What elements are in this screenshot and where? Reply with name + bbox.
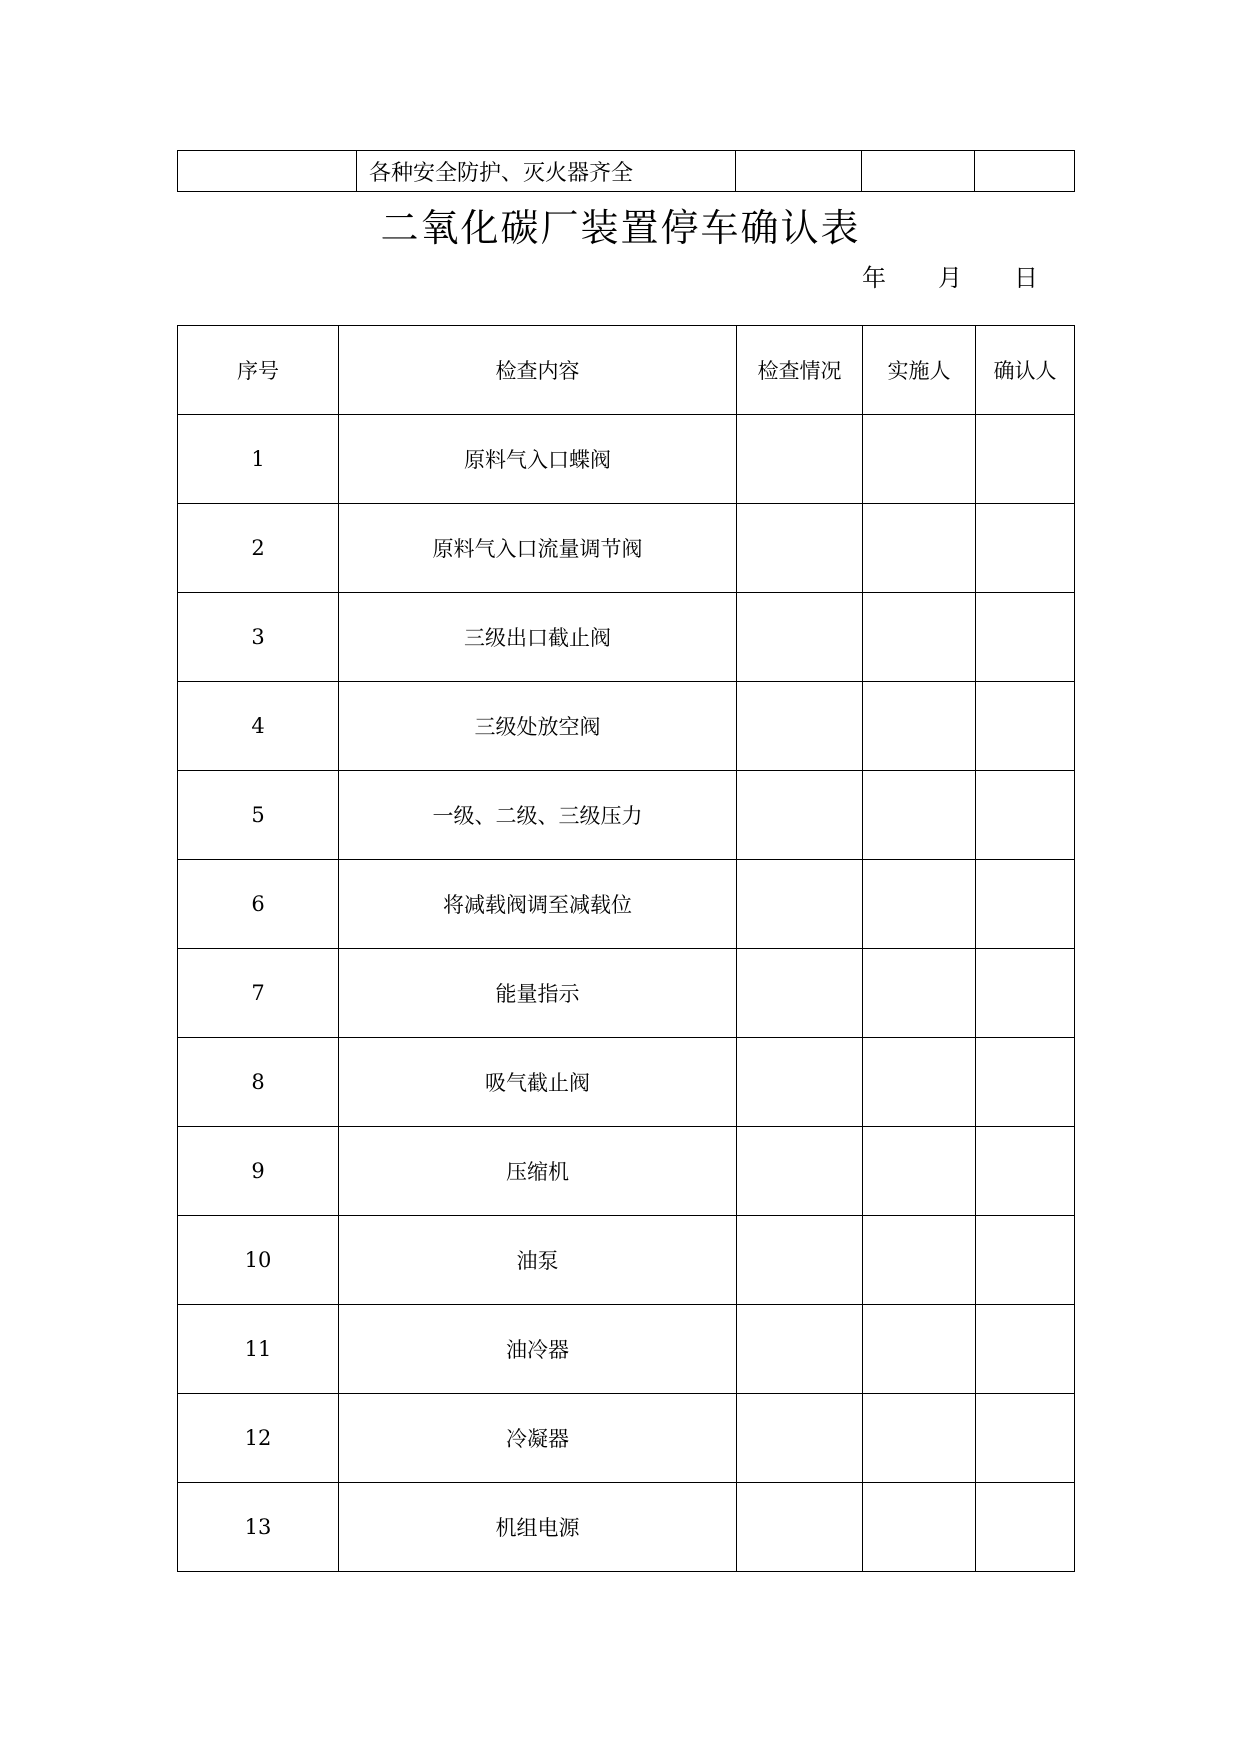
header-implementer: 实施人 xyxy=(863,326,976,415)
seq-cell: 5 xyxy=(178,771,339,860)
date-line xyxy=(862,258,1052,292)
table-row xyxy=(178,593,1075,682)
header-seq: 序号 xyxy=(178,326,339,415)
implementer-cell xyxy=(863,860,976,949)
status-cell xyxy=(737,1305,863,1394)
header-row xyxy=(178,326,1075,415)
implementer-cell xyxy=(863,1305,976,1394)
table-row xyxy=(178,949,1075,1038)
confirmer-cell xyxy=(976,949,1075,1038)
seq-cell: 1 xyxy=(178,415,339,504)
confirmer-cell xyxy=(976,415,1075,504)
content-cell: 原料气入口蝶阀 xyxy=(339,415,737,504)
previous-table-last-row xyxy=(177,150,1075,192)
confirmer-cell xyxy=(976,1483,1075,1572)
table-row xyxy=(178,504,1075,593)
confirmer-cell xyxy=(976,1394,1075,1483)
content-cell: 三级出口截止阀 xyxy=(339,593,737,682)
date-month-label: 月 xyxy=(938,264,962,292)
implementer-cell xyxy=(863,1483,976,1572)
header-content: 检查内容 xyxy=(339,326,737,415)
status-cell xyxy=(737,504,863,593)
status-cell xyxy=(737,1394,863,1483)
table-row xyxy=(178,1483,1075,1572)
seq-cell: 7 xyxy=(178,949,339,1038)
confirmer-cell xyxy=(976,504,1075,593)
implementer-cell xyxy=(863,593,976,682)
seq-cell: 3 xyxy=(178,593,339,682)
confirmer-cell xyxy=(976,771,1075,860)
date-day-label: 日 xyxy=(1014,264,1038,292)
confirmer-cell xyxy=(976,1305,1075,1394)
implementer-cell xyxy=(863,1038,976,1127)
table-row xyxy=(178,771,1075,860)
seq-cell: 11 xyxy=(178,1305,339,1394)
confirmer-cell xyxy=(976,1127,1075,1216)
content-cell: 三级处放空阀 xyxy=(339,682,737,771)
implementer-cell xyxy=(863,1394,976,1483)
status-cell xyxy=(737,415,863,504)
content-cell: 冷凝器 xyxy=(339,1394,737,1483)
table-row xyxy=(178,1127,1075,1216)
implementer-cell xyxy=(863,1216,976,1305)
confirmer-cell xyxy=(975,151,1075,192)
implementer-cell xyxy=(863,949,976,1038)
content-cell: 油泵 xyxy=(339,1216,737,1305)
confirmer-cell xyxy=(976,1216,1075,1305)
seq-cell: 6 xyxy=(178,860,339,949)
content-cell: 各种安全防护、灭火器齐全 xyxy=(357,151,736,192)
seq-cell: 2 xyxy=(178,504,339,593)
status-cell xyxy=(737,1038,863,1127)
table-row xyxy=(178,682,1075,771)
confirmer-cell xyxy=(976,860,1075,949)
date-year-label: 年 xyxy=(862,264,886,292)
status-cell xyxy=(737,949,863,1038)
implementer-cell xyxy=(863,504,976,593)
table-row xyxy=(178,1038,1075,1127)
seq-cell: 10 xyxy=(178,1216,339,1305)
content-cell: 一级、二级、三级压力 xyxy=(339,771,737,860)
confirmer-cell xyxy=(976,682,1075,771)
content-cell: 吸气截止阀 xyxy=(339,1038,737,1127)
table-row xyxy=(178,151,1075,192)
status-cell xyxy=(737,1483,863,1572)
status-cell xyxy=(737,682,863,771)
status-cell xyxy=(737,771,863,860)
table-row xyxy=(178,1305,1075,1394)
seq-cell: 9 xyxy=(178,1127,339,1216)
page-title: 二氧化碳厂装置停车确认表 xyxy=(380,206,861,250)
confirmer-cell xyxy=(976,1038,1075,1127)
status-cell xyxy=(737,860,863,949)
seq-cell: 8 xyxy=(178,1038,339,1127)
table-row xyxy=(178,1394,1075,1483)
table-row xyxy=(178,415,1075,504)
content-cell: 机组电源 xyxy=(339,1483,737,1572)
content-cell: 能量指示 xyxy=(339,949,737,1038)
header-confirmer: 确认人 xyxy=(976,326,1075,415)
implementer-cell xyxy=(863,415,976,504)
status-cell xyxy=(737,1216,863,1305)
seq-cell: 12 xyxy=(178,1394,339,1483)
content-cell: 将减载阀调至减载位 xyxy=(339,860,737,949)
status-cell xyxy=(737,593,863,682)
status-cell xyxy=(737,1127,863,1216)
table-row xyxy=(178,860,1075,949)
confirmer-cell xyxy=(976,593,1075,682)
implementer-cell xyxy=(863,771,976,860)
shutdown-confirmation-table xyxy=(177,325,1075,1572)
seq-cell: 13 xyxy=(178,1483,339,1572)
status-cell xyxy=(736,151,862,192)
implementer-cell xyxy=(863,682,976,771)
seq-cell: 4 xyxy=(178,682,339,771)
implementer-cell xyxy=(863,1127,976,1216)
content-cell: 压缩机 xyxy=(339,1127,737,1216)
table-row xyxy=(178,1216,1075,1305)
content-cell: 原料气入口流量调节阀 xyxy=(339,504,737,593)
seq-cell xyxy=(178,151,357,192)
implementer-cell xyxy=(862,151,975,192)
header-status: 检查情况 xyxy=(737,326,863,415)
content-cell: 油冷器 xyxy=(339,1305,737,1394)
